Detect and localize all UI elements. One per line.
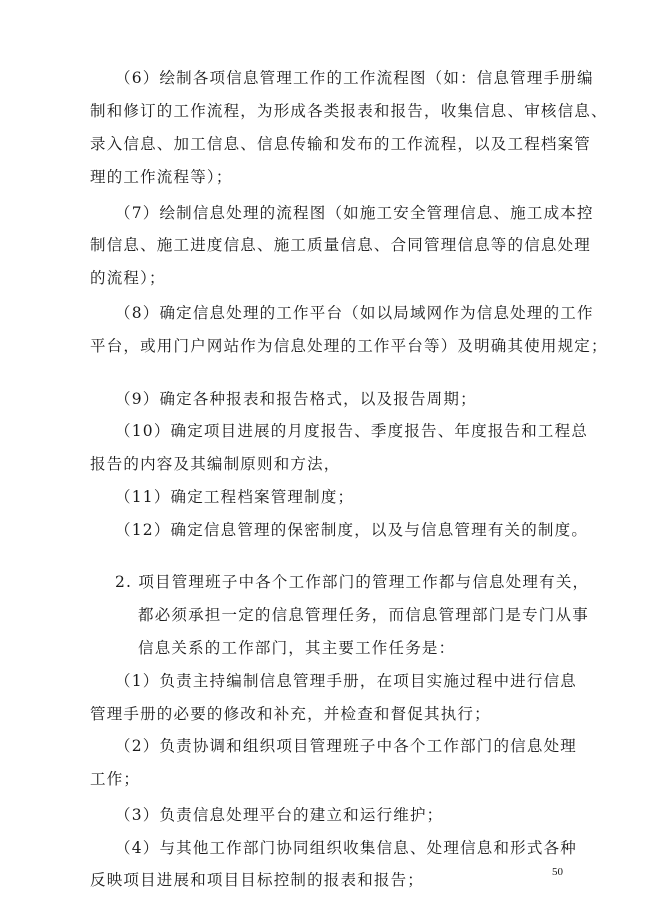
text-line: 的流程）； (90, 269, 166, 287)
text-line: （12）确定信息管理的保密制度，以及与信息管理有关的制度。 (115, 521, 589, 539)
text-line: （3）负责信息处理平台的建立和运行维护； (115, 806, 444, 824)
text-line: （11）确定工程档案管理制度； (115, 488, 355, 506)
text-line: （10）确定项目进展的月度报告、季度报告、年度报告和工程总 (115, 422, 589, 440)
text-line: 录入信息、加工信息、信息传输和发布的工作流程，以及工程档案管 (90, 135, 592, 153)
text-line: （4）与其他工作部门协同组织收集信息、处理信息和形式各种 (115, 839, 577, 857)
text-line: （2）负责协调和组织项目管理班子中各个工作部门的信息处理 (115, 737, 577, 755)
text-line: 制和修订的工作流程，为形成各类报表和报告，收集信息、审核信息、 (90, 102, 608, 120)
text-line: 报告的内容及其编制原则和方法， (90, 455, 341, 473)
text-line: （7）绘制信息处理的流程图（如施工安全管理信息、施工成本控 (115, 204, 594, 222)
text-line: 工作； (90, 770, 141, 788)
text-line: （6）绘制各项信息管理工作的工作流程图（如：信息管理手册编 (115, 69, 594, 87)
text-line: 反映项目进展和项目目标控制的报表和报告； (90, 871, 425, 889)
text-line: （8）确定信息处理的工作平台（如以局域网作为信息处理的工作 (115, 304, 594, 322)
text-line: 理的工作流程等）； (90, 168, 233, 186)
page-number: 50 (552, 866, 563, 878)
text-line: 平台，或用门户网站作为信息处理的工作平台等）及明确其使用规定； (90, 337, 608, 355)
text-line: （1）负责主持编制信息管理手册，在项目实施过程中进行信息 (115, 672, 577, 690)
text-line: 都必须承担一定的信息管理任务，而信息管理部门是专门从事 (138, 606, 589, 624)
text-line: 制信息、施工进度信息、施工质量信息、合同管理信息等的信息处理 (90, 236, 592, 254)
text-line: 2. 项目管理班子中各个工作部门的管理工作都与信息处理有关， (115, 573, 590, 591)
text-line: 管理手册的必要的修改和补充，并检查和督促其执行； (90, 705, 491, 723)
text-line: 信息关系的工作部门，其主要工作任务是： (138, 639, 456, 657)
text-line: （9）确定各种报表和报告格式，以及报告周期； (115, 390, 477, 408)
